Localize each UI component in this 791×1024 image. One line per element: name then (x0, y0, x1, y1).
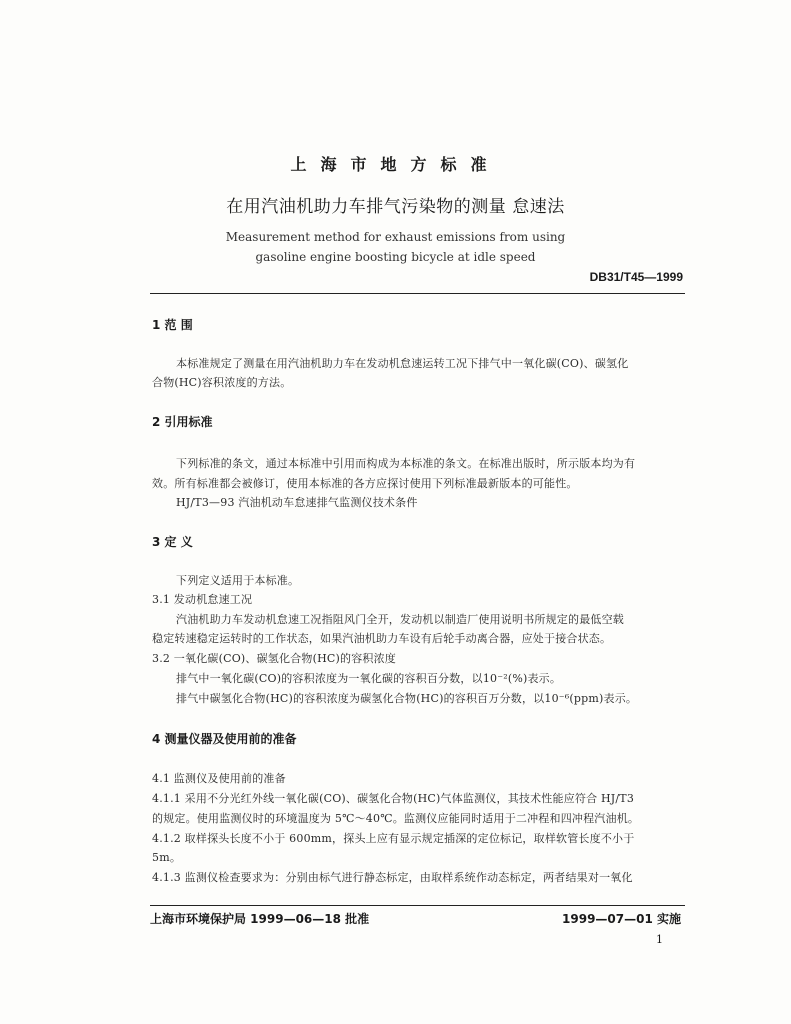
issuer-approval: 上海市环境保护局 1999—06—18 批准 (150, 912, 370, 926)
definition-3-1-title: 3.1 发动机怠速工况 (152, 593, 253, 606)
section-3-heading: 3 定 义 (152, 535, 193, 549)
document-title-en-line1: Measurement method for exhaust emissions from using (225, 230, 566, 244)
standard-code: DB31/T45—1999 (589, 270, 683, 284)
item-4-1-1-line2: 的规定。使用监测仪时的环境温度为 5℃～40℃。监测仪应能同时适用于二冲程和四冲程汽油机。 (152, 812, 640, 825)
page-number: 1 (656, 933, 663, 946)
section-2-paragraph-line1: 下列标准的条文，通过本标准中引用而构成为本标准的条文。在标准出版时，所示版本均为有 (176, 457, 636, 470)
item-4-1-2-line2: 5m。 (152, 851, 182, 864)
section-2-heading: 2 引用标准 (152, 415, 213, 429)
section-4-heading: 4 测量仪器及使用前的准备 (152, 732, 297, 746)
item-4-1-2-line1: 4.1.2 取样探头长度不小于 600mm，探头上应有显示规定插深的定位标记，取样软管长度不小于 (152, 832, 635, 845)
section-2-reference: HJ/T3—93 汽油机动车怠速排气监测仪技术条件 (176, 496, 418, 509)
effective-date: 1999—07—01 实施 (562, 912, 681, 926)
section-1-paragraph-line1: 本标准规定了测量在用汽油机助力车在发动机怠速运转工况下排气中一氧化碳(CO)、碳氢化 (176, 357, 629, 370)
definition-3-1-line1: 汽油机助力车发动机怠速工况指阻风门全开，发动机以制造厂使用说明书所规定的最低空载 (176, 613, 624, 626)
section-1-paragraph-line2: 合物(HC)容积浓度的方法。 (152, 376, 292, 389)
definition-3-1-line2: 稳定转速稳定运转时的工作状态，如果汽油机助力车设有后轮手动离合器，应处于接合状态。 (152, 632, 612, 645)
item-4-1-3-line1: 4.1.3 监测仪检查要求为：分别由标气进行静态标定，由取样系统作动态标定，两者结果对一氧化 (152, 871, 633, 884)
header-divider (150, 293, 685, 294)
document-title-cn: 在用汽油机助力车排气污染物的测量 怠速法 (226, 197, 565, 217)
subsection-4-1-title: 4.1 监测仪及使用前的准备 (152, 772, 286, 785)
item-4-1-1-line1: 4.1.1 采用不分光红外线一氧化碳(CO)、碳氢化合物(HC)气体监测仪，其技术性能应符合 HJ/T3 (152, 792, 635, 805)
document-title-en-line2: gasoline engine boosting bicycle at idle speed (255, 250, 536, 264)
footer-divider (150, 905, 685, 906)
section-3-intro: 下列定义适用于本标准。 (176, 574, 300, 587)
section-1-heading: 1 范 围 (152, 318, 193, 332)
definition-3-2-line1: 排气中一氧化碳(CO)的容积浓度为一氧化碳的容积百分数，以10⁻²(%)表示。 (176, 672, 562, 685)
standard-type: 上海市地方标准 (290, 155, 501, 174)
definition-3-2-title: 3.2 一氧化碳(CO)、碳氢化合物(HC)的容积浓度 (152, 652, 396, 665)
definition-3-2-line2: 排气中碳氢化合物(HC)的容积浓度为碳氢化合物(HC)的容积百万分数，以10⁻⁶(ppm)表示。 (176, 692, 638, 705)
section-2-paragraph-line2: 效。所有标准都会被修订，使用本标准的各方应探讨使用下列标准最新版本的可能性。 (152, 477, 578, 490)
